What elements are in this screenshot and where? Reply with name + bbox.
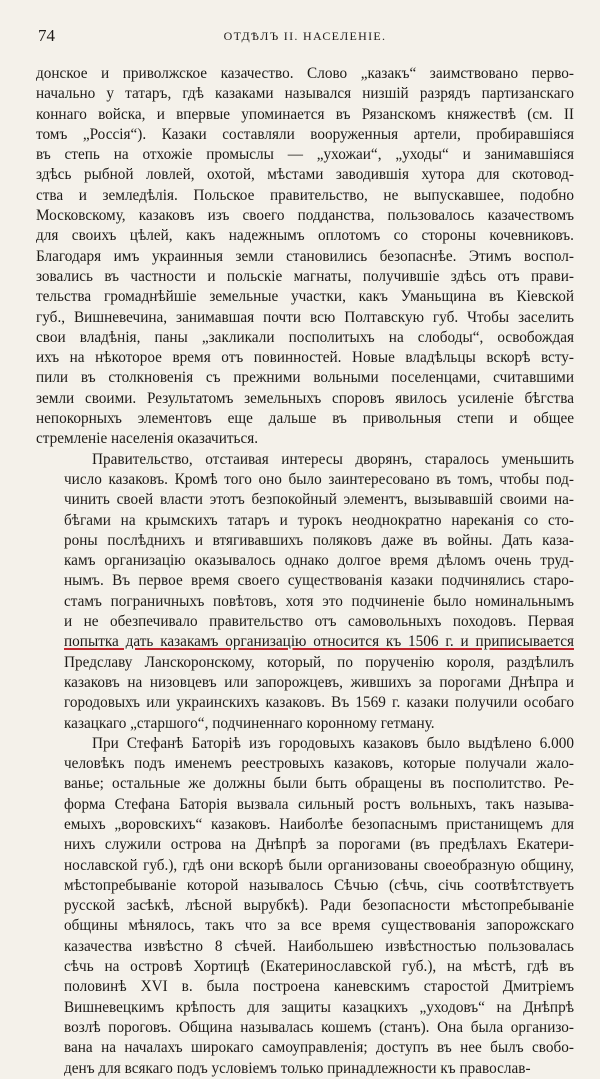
text-line: начально у татаръ, гдѣ казаками назывался низшій разрядъ партизанскаго	[36, 85, 574, 103]
text-line: и не обезпечивало правительство отъ самовольныхъ походовъ. Первая	[64, 613, 574, 631]
text-line: городовыхъ или украинскихъ казаковъ. Въ 1569 г. казаки получили особаго	[64, 694, 574, 712]
text-line: Предславу Ланскоронскому, который, по порученію короля, раздѣлилъ	[64, 653, 574, 671]
text-line: русской засѣкѣ, лѣсной вырубкѣ). Ради безопасности мѣстопребываніе	[64, 897, 574, 915]
text-line: тельства громаднѣйшіе земельные участки, какъ Уманьщина въ Кіевской	[36, 288, 574, 306]
text-line: бѣгами на крымскихъ татаръ и турокъ неоднократно нареканія со сто-	[64, 511, 574, 529]
paragraph	[36, 64, 574, 450]
text-line: нославской губ.), гдѣ они вскорѣ были организованы своеобразную общину,	[64, 856, 574, 874]
text-line: непокорныхъ элементовъ еще дальше въ привольныя степи и общее	[36, 410, 574, 428]
text-line: ихъ на нѣкоторое время отъ повинностей. Новые владѣльцы вскорѣ всту-	[36, 349, 574, 367]
text-line: въ степь на отхожіе промыслы — „ухожаи“, „уходы“ и занимавшіяся	[36, 146, 574, 164]
text-line: губ., Вишневечина, занимавшая почти всю Полтавскую губ. Чтобы заселить	[36, 308, 574, 326]
text-line: зовались въ частности и польскіе магнаты, получившіе здѣсь отъ прави-	[36, 267, 574, 285]
page-number: 74	[38, 26, 55, 45]
text-line: чинить своей власти этотъ безпокойный элементъ, вызывавшій своими на-	[64, 491, 574, 509]
text-line: число казаковъ. Кромѣ того оно было заинтересовано въ томъ, чтобы под-	[64, 470, 574, 488]
text-line: пили въ столкновенія съ прежними вольными поселенцами, считавшими	[36, 369, 574, 387]
paragraph	[36, 450, 574, 734]
text-line: ванье; остальные же должны были быть обращены въ посполитство. Ре-	[64, 775, 574, 793]
text-line: человѣкъ подъ именемъ реестровыхъ казаковъ, которые получали жало-	[64, 755, 574, 773]
text-line: половинѣ XVI в. была построена каневскимъ старостой Дмитріемъ	[64, 978, 574, 996]
text-line: попытка дать казакамъ организацію относится къ 1506 г. и приписывается	[64, 633, 574, 651]
text-line: казаковъ на низовцевъ или запорожцевъ, жившихъ за порогами Днѣпра и	[64, 673, 574, 691]
text-line: камъ организацію оказывалось однако долгое время дѣломъ очень труд-	[64, 552, 574, 570]
text-line: Московскому, казаковъ изъ своего подданства, пользовалось казачествомъ	[36, 207, 574, 225]
text-line: стамъ пограничныхъ повѣтовъ, хотя это подчиненіе было номинальнымъ	[64, 592, 574, 610]
text-line: стремленіе населенія оказачиться.	[36, 430, 259, 448]
text-line: земли своими. Результатомъ земельныхъ споровъ явилось усиленіе бѣгства	[36, 389, 574, 407]
text-line: форма Стефана Баторія вызвала сильный ростъ вольныхъ, такъ называ-	[64, 795, 574, 813]
text-line: Благодаря имъ украинныя земли становились безопаснѣе. Этимъ воспол-	[36, 247, 574, 265]
text-line: Правительство, отстаивая интересы дворянъ, старалось уменьшить	[92, 450, 574, 468]
paragraph	[36, 734, 574, 1079]
running-head: ОТДѢЛЪ II. НАСЕЛЕНІЕ.	[223, 29, 387, 43]
text-line: При Стефанѣ Баторіѣ изъ городовыхъ казаковъ было выдѣлено 6.000	[92, 734, 574, 752]
body-text	[36, 64, 574, 1079]
text-line: для своихъ цѣлей, какъ надежнымъ оплотомъ со стороны кочевниковъ.	[36, 227, 574, 245]
text-line: коннаго войска, и впервые упоминается въ Рязанскомъ княжествѣ (см. II	[36, 105, 574, 123]
page-header	[36, 26, 574, 52]
text-line: емыхъ „воровскихъ“ казаковъ. Наиболѣе безопаснымъ пристанищемъ для	[64, 815, 574, 833]
text-line: здѣсь рыбной ловлей, охотой, мѣстами заводившія хутора для скотовод-	[36, 166, 574, 184]
text-line: нымъ. Въ первое время своего существованія казаки подчинялись старо-	[64, 572, 574, 590]
text-line: донское и приволжское казачество. Слово „казакъ“ заимствовано перво-	[36, 65, 574, 82]
text-line: ства и земледѣлія. Польское правительство, не выпускавшее, подобно	[36, 186, 574, 204]
text-line: роны послѣднихъ и втягивавшихъ поляковъ даже въ войны. Дать каза-	[64, 531, 574, 549]
text-line: общины мѣнялось, такъ что за все время существованія запорожскаго	[64, 917, 574, 935]
text-line: вана на началахъ широкаго самоуправленія; доступъ въ нее былъ свобо-	[64, 1039, 574, 1057]
text-line: свои владѣнія, паны „закликали посполитыхъ на слободы“, освобождая	[36, 328, 574, 346]
text-line: мѣстопребываніе которой называлось Сѣчью (сѣчь, січь соотвѣтствуетъ	[64, 876, 574, 894]
text-line: Вишневецкимъ крѣпость для защиты казацкихъ „уходовъ“ на Днѣпрѣ	[64, 998, 574, 1016]
text-line: денъ для всякаго подъ условіемъ только принадлежности къ православ-	[64, 1059, 531, 1077]
text-line: сѣчь на островѣ Хортицѣ (Екатеринославской губ.), на мѣстѣ, гдѣ въ	[64, 958, 574, 976]
text-line: томъ „Россія“). Казаки составляли вооруженныя артели, пробиравшіяся	[36, 125, 574, 143]
text-line: казачества извѣстно 8 сѣчей. Наибольшею извѣстностью пользовалась	[64, 937, 574, 955]
text-line: возлѣ пороговъ. Община называлась кошемъ (станъ). Она была организо-	[64, 1018, 574, 1036]
text-line: нихъ служили острова на Днѣпрѣ за порогами (въ предѣлахъ Екатери-	[64, 836, 574, 854]
text-line: казацкаго „старшого“, подчиненнаго коронному гетману.	[64, 714, 435, 732]
